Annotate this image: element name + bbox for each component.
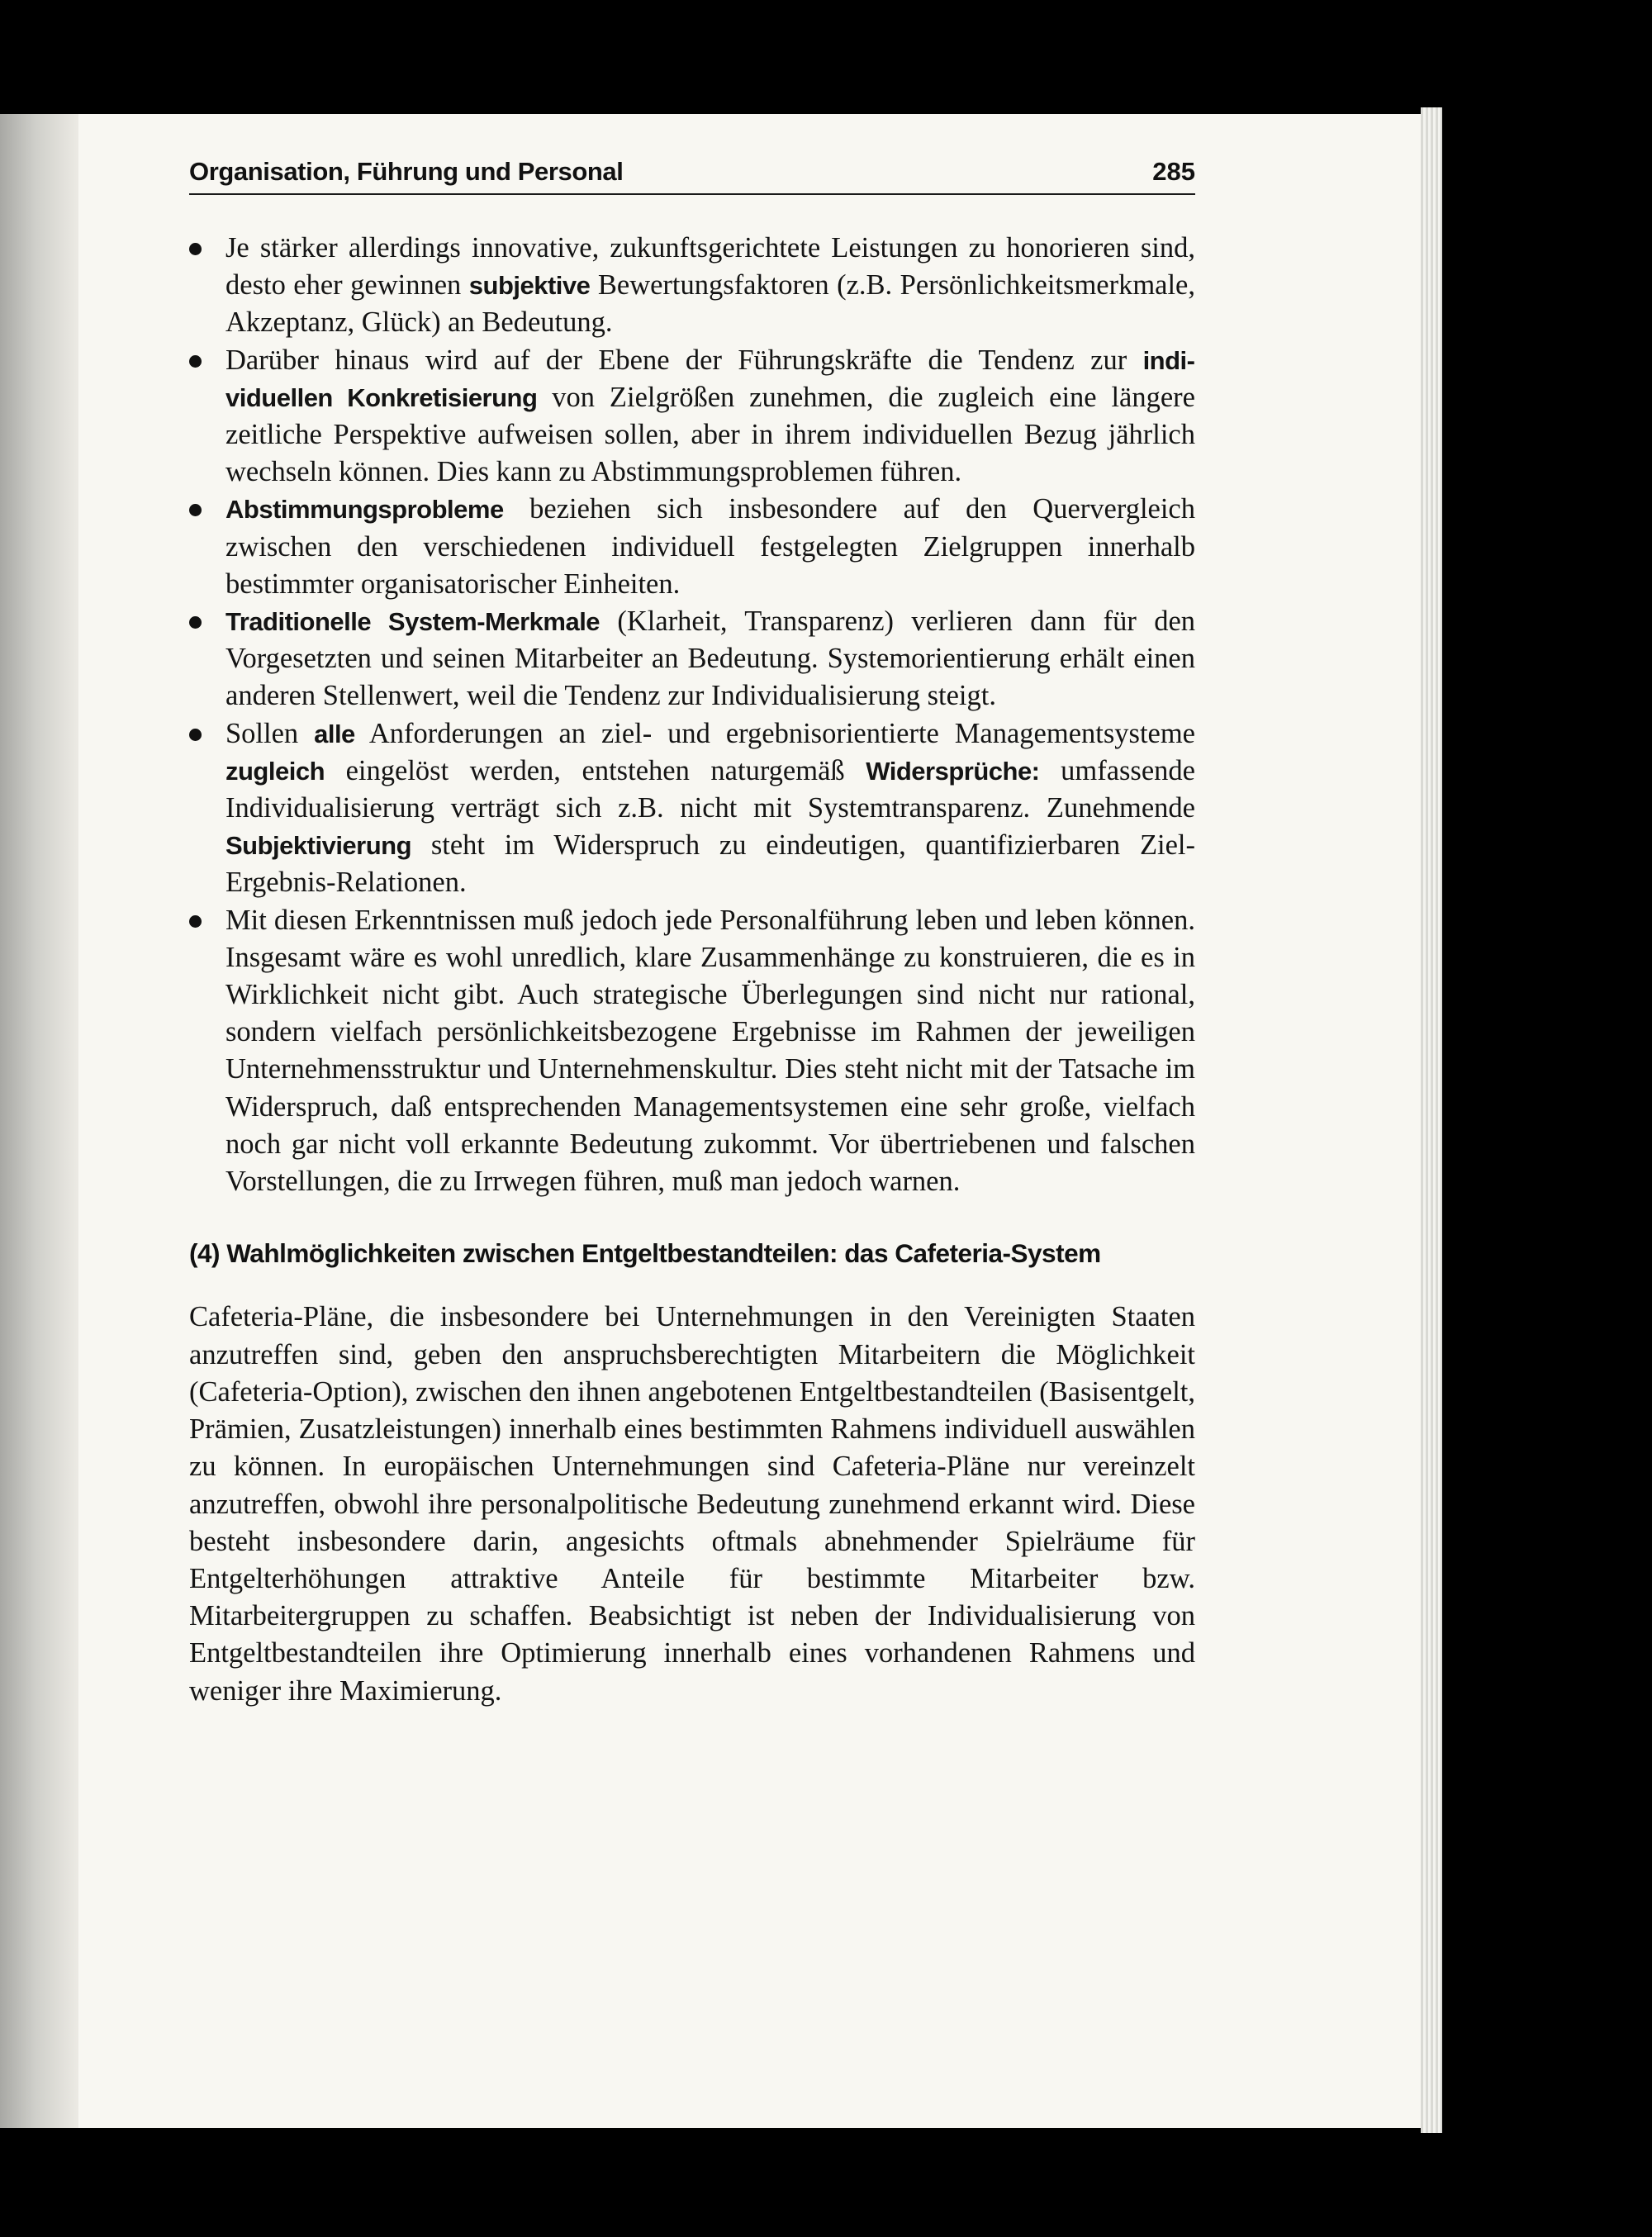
bullet-list xyxy=(189,230,1195,1200)
bullet-icon xyxy=(189,504,202,516)
bullet-text: Abstimmungsprobleme beziehen sich insbesondere auf den Quervergleich zwischen den verschiedenen individuell festgelegten Zielgruppen innerhalb bestimmter organisatorischer Einheiten. xyxy=(225,493,1195,600)
bullet-item xyxy=(189,230,1195,342)
page-number: 285 xyxy=(1152,157,1195,186)
bullet-icon xyxy=(189,355,202,368)
bullet-text: Je stärker allerdings innovative, zukunftsgerichtete Leistungen zu honorieren sind, desto eher gewinnen subjektive Bewertungsfaktoren (z.B. Persönlichkeitsmerkmale, Akzeptanz, Glück) an Bedeutung. xyxy=(225,232,1195,339)
bullet-item xyxy=(189,603,1195,715)
bullet-item xyxy=(189,491,1195,603)
bullet-item xyxy=(189,902,1195,1201)
bullet-icon xyxy=(189,729,202,741)
bullet-icon xyxy=(189,915,202,928)
bullet-text: Darüber hinaus wird auf der Ebene der Führungskräfte die Tendenz zur individuellen Konkretisierung von Zielgrößen zunehmen, die zugleich eine längere zeitliche Perspektive aufweisen sollen, aber in ihrem individuellen Bezug jährlich wechseln können. Dies kann zu Abstimmungsproblemen führen. xyxy=(225,344,1195,488)
bullet-item xyxy=(189,715,1195,902)
page-body xyxy=(189,230,1195,1710)
page-edge-stack xyxy=(1421,107,1442,2133)
bullet-text: Sollen alle Anforderungen an ziel- und ergebnisorientierte Managementsysteme zugleich eingelöst werden, entstehen naturgemäß Widersprüche: umfassende Individualisierung verträgt sich z.B. nicht mit Systemtransparenz. Zunehmende Subjektivierung steht im Widerspruch zu eindeutigen, quantifizierbaren Ziel-Ergebnis-Relationen. xyxy=(225,717,1195,899)
bullet-text: Traditionelle System-Merkmale (Klarheit, Transparenz) verlieren dann für den Vorgesetzten und seinen Mitarbeiter an Bedeutung. Systemorientierung erhält einen anderen Stellenwert, weil die Tendenz zur Individualisierung steigt. xyxy=(225,606,1196,712)
section-paragraph: Cafeteria-Pläne, die insbesondere bei Unternehmungen in den Vereinigten Staaten anzutreffen sind, geben den anspruchsberechtigten Mitarbeitern die Möglichkeit (Cafeteria-Option), zwischen den ihnen angebotenen Entgeltbestandteilen (Basisentgelt, Prämien, Zusatzleistungen) innerhalb eines bestimmten Rahmens individuell auswählen zu können. In europäischen Unternehmungen sind Cafeteria-Pläne nur vereinzelt anzutreffen, obwohl ihre personalpolitische Bedeutung zunehmend erkannt wird. Diese besteht insbesondere darin, angesichts oftmals abnehmender Spielräume für Entgelterhöhungen attraktive Anteile für bestimmte Mitarbeiter bzw. Mitarbeitergruppen zu schaffen. Beabsichtigt ist neben der Individualisierung von Entgeltbestandteilen ihre Optimierung innerhalb eines vorhandenen Rahmens und weniger ihre Maximierung. xyxy=(189,1301,1195,1707)
running-header xyxy=(189,149,1195,195)
header-title: Organisation, Führung und Personal xyxy=(189,157,624,186)
bullet-icon xyxy=(189,243,202,255)
bullet-icon xyxy=(189,616,202,629)
section-heading: (4) Wahlmöglichkeiten zwischen Entgeltbestandteilen: das Cafeteria-System xyxy=(189,1238,1101,1269)
bullet-text: Mit diesen Erkenntnissen muß jedoch jede Personalführung leben und leben können. Insgesamt wäre es wohl unredlich, klare Zusammenhänge zu konstruieren, die es in Wirklichkeit nicht gibt. Auch strategische Überlegungen sind nicht nur rational, sondern vielfach persönlichkeitsbezogene Ergebnisse im Rahmen der jeweiligen Unternehmensstruktur und Unternehmenskultur. Dies steht nicht mit der Tatsache im Widerspruch, daß entsprechenden Managementsystemen eine sehr große, vielfach noch gar nicht voll erkannte Bedeutung zukommt. Vor übertriebenen und falschen Vorstellungen, die zu Irrwegen führen, muß man jedoch warnen. xyxy=(225,904,1195,1198)
bullet-item xyxy=(189,342,1195,492)
